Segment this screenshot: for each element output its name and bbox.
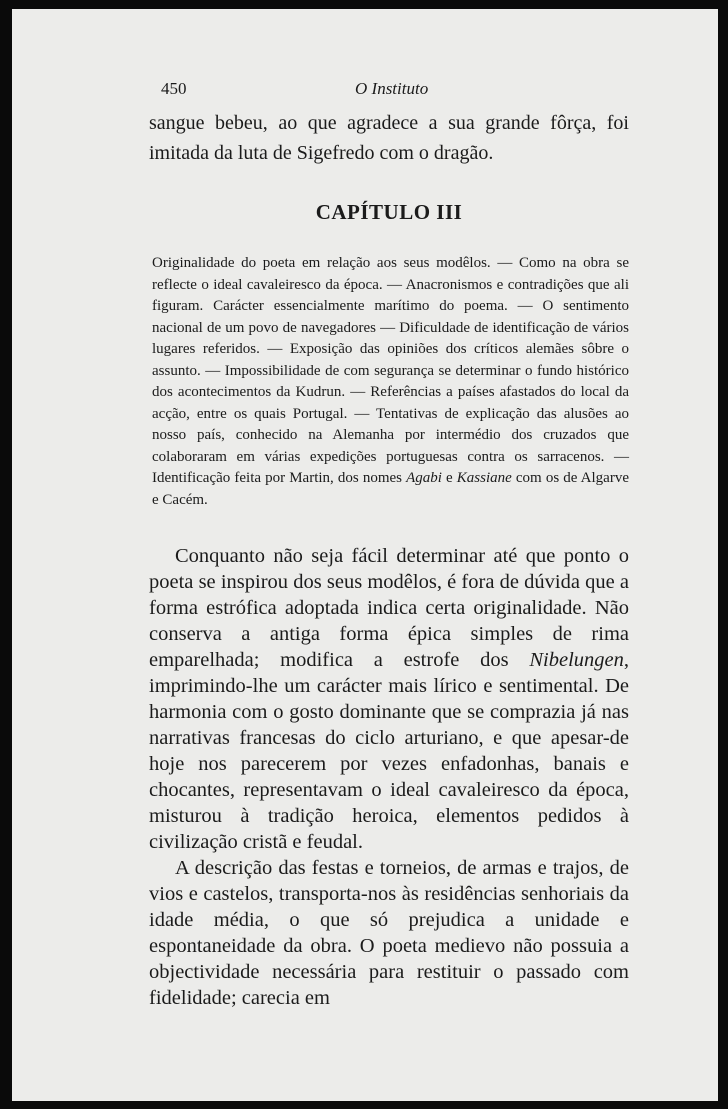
body-paragraph: A descrição das festas e torneios, de armas e trajos, de vios e castelos, transporta-nos às residências senhoriais da idade média, o que só prejudica a unidade e espontaneidade da obra. O poeta medievo não possuia a objectividade necessária para restituir o passado com fidelidade; carecia em [149,857,629,1009]
summary-text-end: com os de Algarve e Cacém. [152,470,629,508]
summary-name-kassiane: Kassiane [456,470,512,486]
intro-paragraph: sangue bebeu, ao que agradece a sua grande fôrça, foi imitada da luta de Sigefredo com o dragão. [149,112,629,164]
nibelungen-title: Nibelungen [529,649,624,671]
chapter-summary [152,253,629,511]
body-text [149,543,629,1011]
summary-text: Originalidade do poeta em relação aos seus modêlos. — Como na obra se reflecte o ideal cavaleiresco da época. — Anacronismos e contradições que ali figuram. Carácter essencialmente marítimo do poema. — O sentimento nacional de um povo de navegadores — Dificuldade de identificação de vários lugares referidos. — Exposição das opiniões dos críticos alemães sôbre o assunto. — Impossibilidade de com segurança se determinar o fundo histórico dos acontecimentos da Kudrun. — Referências a países afastados do local da acção, entre os quais Portugal. — Tentativas de explicação das alusões ao nosso país, conhecido na Alemanha por intermédio dos cruzados que colaboraram em várias expedições portuguesas contra os sarracenos. — Identificação feita por Martin, dos nomes [152,255,629,486]
body-paragraph [149,543,629,855]
paragraph-text-cont: , imprimindo-lhe um carácter mais lírico e sentimental. De harmonia com o gosto dominante que se comprazia já nas narrativas francesas do ciclo arturiano, e que apesar-de hoje nos parecerem por vezes enfadonhas, banais e chocantes, representavam o ideal cavaleiresco da época, misturou à tradição heroica, elementos pedidos à civilização cristã e feudal. [149,649,629,853]
page-header [161,79,641,101]
paragraph-text: Conquanto não seja fácil determinar até que ponto o poeta se inspirou dos seus modêlos, é fora de dúvida que a forma estrófica adoptada indica certa originalidade. Não conserva a antiga forma épica simples de rima emparelhada; modifica a estrofe dos [149,545,629,671]
summary-name-agabi: Agabi [406,470,442,486]
running-title: O Instituto [355,79,429,98]
summary-conjunction: e [441,470,457,486]
chapter-title: CAPÍTULO III [315,200,463,224]
page-number: 450 [161,79,187,98]
